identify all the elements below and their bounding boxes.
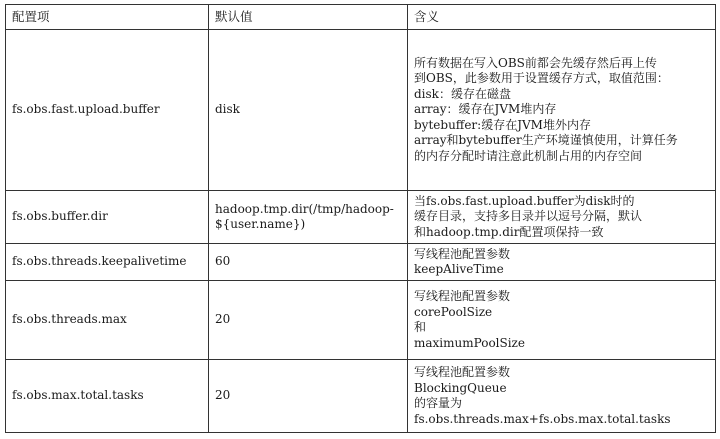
header-default-value: 默认值 [209, 5, 408, 30]
table-row [6, 360, 716, 433]
config-key-cell: fs.obs.fast.upload.buffer [6, 30, 209, 191]
table-row [6, 30, 716, 191]
meaning-line: 所有数据在写入OBS前都会先缓存然后再上传 [414, 55, 657, 70]
meaning-cell [408, 281, 716, 360]
meaning-cell [408, 191, 716, 244]
header-row [6, 5, 716, 30]
default-value-cell [209, 244, 408, 281]
meaning-line: BlockingQueue [414, 380, 507, 395]
default-value-cell [209, 30, 408, 191]
default-value-line: 20 [215, 312, 231, 327]
config-key-cell: fs.obs.threads.max [6, 281, 209, 360]
meaning-line: array和bytebuffer生产环境谨慎使用，计算任务 [414, 133, 678, 148]
default-value-line: 20 [215, 388, 231, 403]
meaning-line: 写线程池配置参数 [414, 246, 511, 261]
config-key-cell: fs.obs.max.total.tasks [6, 360, 209, 433]
default-value-cell [209, 191, 408, 244]
config-table [5, 4, 716, 433]
default-value-cell [209, 281, 408, 360]
meaning-line: disk：缓存在磁盘 [414, 86, 511, 101]
meaning-line: 的容量为 [414, 396, 463, 410]
meaning-line: 写线程池配置参数 [414, 365, 511, 379]
meaning-line: corePoolSize [414, 304, 493, 319]
config-key-cell: fs.obs.buffer.dir [6, 191, 209, 244]
meaning-line: array：缓存在JVM堆内存 [414, 102, 557, 117]
meaning-cell [408, 244, 716, 281]
meaning-line: 到OBS，此参数用于设置缓存方式，取值范围： [414, 71, 669, 86]
meaning-line: bytebuffer:缓存在JVM堆外内存 [414, 117, 591, 132]
default-value-line: disk [215, 102, 240, 117]
meaning-cell [408, 360, 716, 433]
meaning-line: 缓存目录，支持多目录并以逗号分隔，默认 [414, 209, 643, 224]
default-value-line: 60 [215, 254, 231, 269]
meaning-cell [408, 30, 716, 191]
table-row [6, 281, 716, 360]
table-row [6, 244, 716, 281]
default-value-line: hadoop.tmp.dir(/tmp/hadoop- [215, 201, 394, 216]
config-key-cell: fs.obs.threads.keepalivetime [6, 244, 209, 281]
meaning-line: fs.obs.threads.max+fs.obs.max.total.tasks [414, 411, 671, 426]
meaning-line: 的内存分配时请注意此机制占用的内存空间 [414, 148, 643, 163]
meaning-line: 和 [414, 320, 427, 334]
meaning-line: maximumPoolSize [414, 335, 525, 350]
header-config-item: 配置项 [6, 5, 209, 30]
meaning-line: keepAliveTime [414, 262, 504, 276]
default-value-cell [209, 360, 408, 433]
meaning-line: 写线程池配置参数 [414, 289, 511, 303]
header-meaning: 含义 [408, 5, 716, 30]
meaning-line: 和hadoop.tmp.dir配置项保持一致 [414, 224, 604, 239]
table-row [6, 191, 716, 244]
meaning-line: 当fs.obs.fast.upload.buffer为disk时的 [414, 193, 635, 208]
default-value-line: ${user.name}) [215, 217, 306, 231]
